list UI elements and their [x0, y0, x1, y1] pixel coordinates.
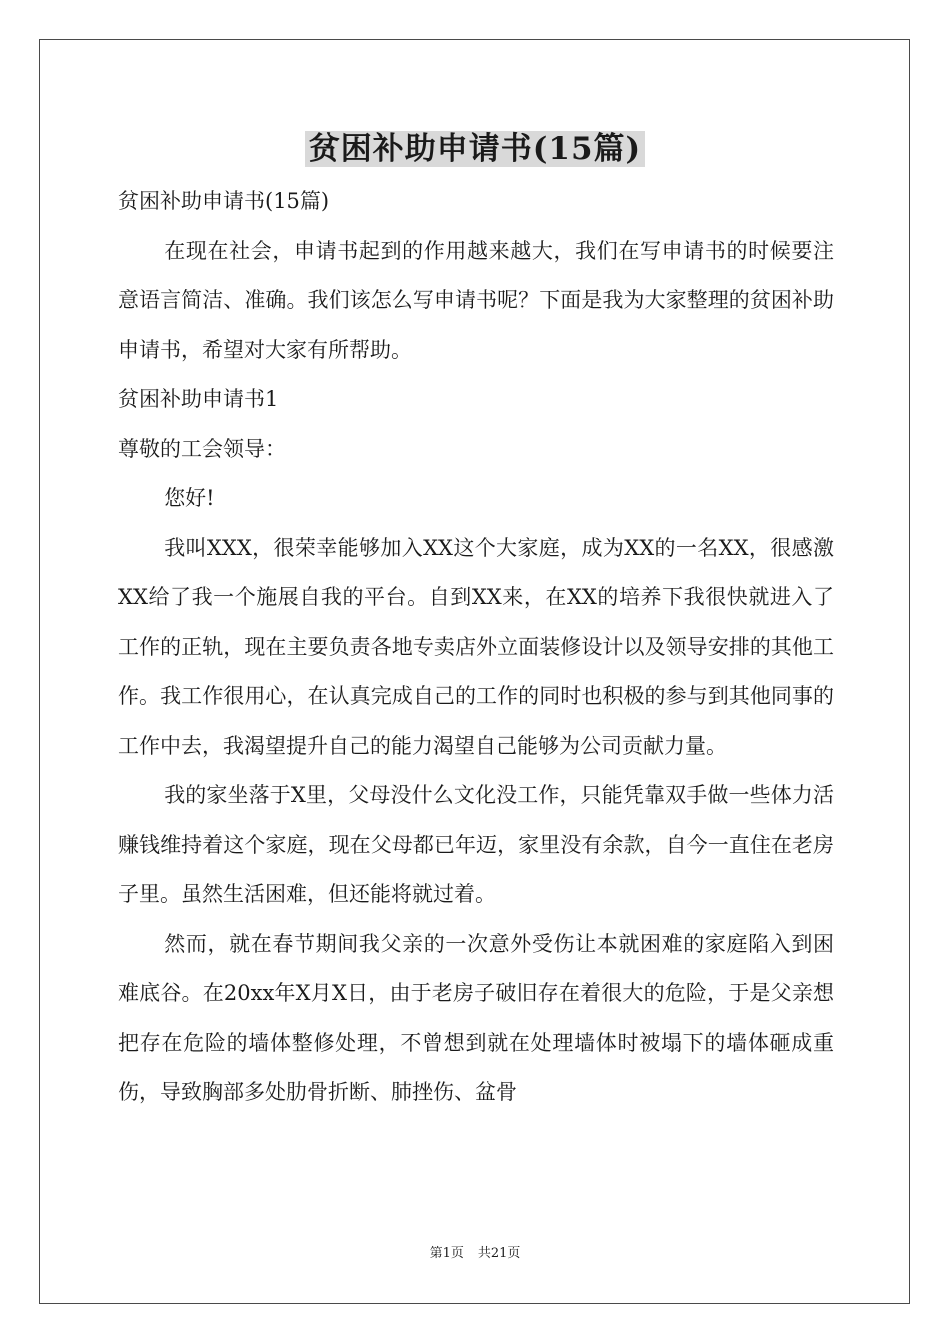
intro-paragraph: 在现在社会，申请书起到的作用越来越大，我们在写申请书的时候要注意语言简洁、准确。我们该怎么写申请书呢？下面是我为大家整理的贫困补助申请书，希望对大家有所帮助。: [118, 238, 834, 362]
document-title-text: 贫困补助申请书(15篇): [305, 131, 645, 167]
document-subtitle: 贫困补助申请书(15篇): [118, 189, 330, 213]
greeting: 您好!: [164, 486, 215, 510]
page-total: 共21页: [477, 1246, 521, 1261]
page-number: 第1页: [429, 1246, 464, 1261]
section-heading: 贫困补助申请书1: [118, 387, 279, 411]
body-paragraph: 我的家坐落于X里，父母没什么文化没工作，只能凭靠双手做一些体力活赚钱维持着这个家庭，现在父母都已年迈，家里没有余款，自今一直住在老房子里。虽然生活困难，但还能将就过着。: [118, 783, 834, 906]
body-paragraph: 我叫XXX，很荣幸能够加入XX这个大家庭，成为XX的一名XX，很感激XX给了我一个施展自我的平台。自到XX来，在XX的培养下我很快就进入了工作的正轨，现在主要负责各地专卖店外立面装修设计以及领导安排的其他工作。我工作很用心，在认真完成自己的工作的同时也积极的参与到其他同事的工作中去，我渴望提升自己的能力渴望自己能够为公司贡献力量。: [118, 535, 834, 758]
body-paragraph: 然而，就在春节期间我父亲的一次意外受伤让本就困难的家庭陷入到困难底谷。在20xx年X月X日，由于老房子破旧存在着很大的危险，于是父亲想把存在危险的墙体整修处理，不曾想到就在处理墙体时被塌下的墙体砸成重伤，导致胸部多处肋骨折断、肺挫伤、盆骨: [118, 931, 834, 1104]
page-footer: [0, 1245, 950, 1263]
document-body: [118, 177, 834, 1118]
document-title: [0, 126, 950, 172]
salutation: 尊敬的工会领导：: [118, 436, 286, 461]
